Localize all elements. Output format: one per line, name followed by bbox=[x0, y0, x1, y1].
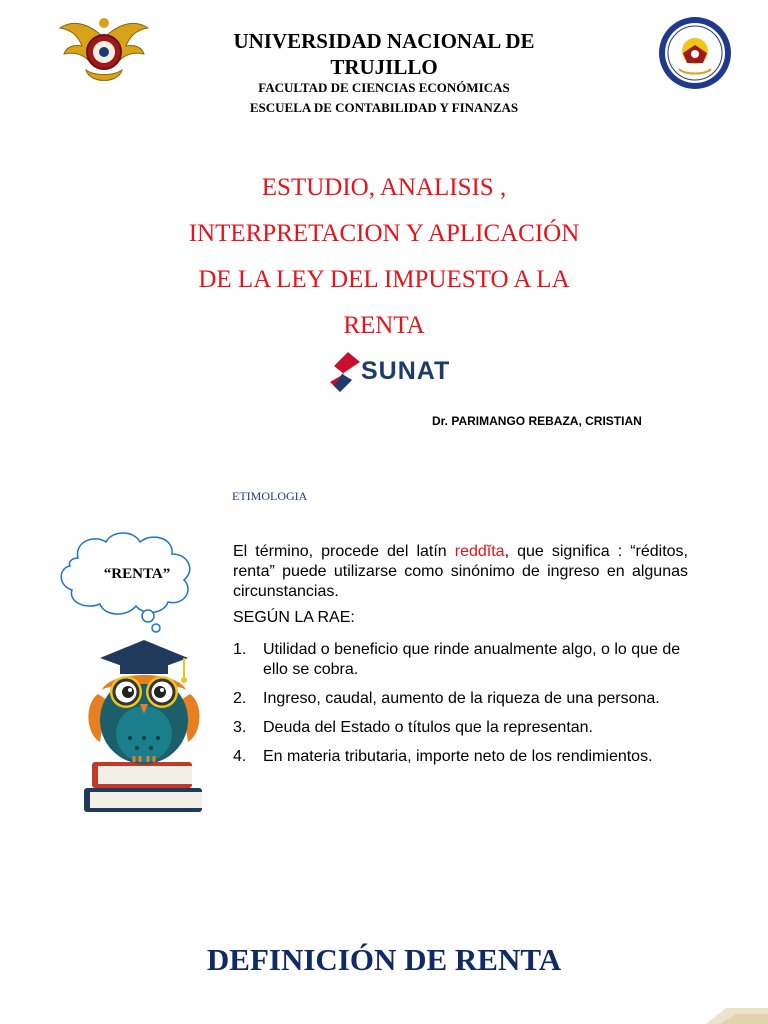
rae-heading: SEGÚN LA RAE: bbox=[233, 609, 355, 626]
sunat-mark-icon bbox=[330, 352, 360, 392]
school-name: ESCUELA DE CONTABILIDAD Y FINANZAS bbox=[249, 100, 519, 115]
latin-term: reddĭta bbox=[454, 543, 505, 560]
definition-title: DEFINICIÓN DE RENTA bbox=[206, 942, 562, 977]
list-item bbox=[233, 689, 693, 709]
list-item-number: 2. bbox=[233, 690, 247, 707]
intro-text-after: , que significa : “réditos, renta” puede utilizarse como sinónimo de ingreso en algunas circunstancias. bbox=[233, 543, 688, 600]
owl-on-books-illustration bbox=[80, 634, 208, 816]
list-item-number: 4. bbox=[233, 748, 247, 765]
thought-cloud-icon bbox=[52, 528, 200, 638]
list-item-text: Deuda del Estado o títulos que la representan. bbox=[263, 719, 593, 736]
title-line-4: RENTA bbox=[343, 312, 425, 339]
list-item bbox=[233, 640, 693, 680]
title-line-1: ESTUDIO, ANALISIS , bbox=[261, 174, 507, 201]
list-item-text: Ingreso, caudal, aumento de la riqueza de una persona. bbox=[263, 690, 660, 707]
list-item-number: 3. bbox=[233, 719, 247, 736]
section-label: ETIMOLOGIA bbox=[232, 489, 308, 503]
university-crest-icon bbox=[58, 14, 150, 90]
school-seal-icon bbox=[657, 15, 733, 91]
list-item-text: En materia tributaria, importe neto de los rendimientos. bbox=[263, 748, 653, 765]
corner-decoration-icon bbox=[706, 1000, 768, 1024]
etymology-paragraph bbox=[233, 542, 688, 602]
list-item-number: 1. bbox=[233, 641, 247, 658]
list-item bbox=[233, 747, 693, 767]
sunat-logo bbox=[330, 352, 470, 392]
list-item bbox=[233, 718, 693, 738]
sunat-logo-text: SUNAT bbox=[361, 357, 451, 385]
main-title bbox=[120, 165, 648, 349]
list-item-text: Utilidad o beneficio que rinde anualmente algo, o lo que de ello se cobra. bbox=[263, 641, 681, 678]
author-name: Dr. PARIMANGO REBAZA, CRISTIAN bbox=[432, 414, 642, 428]
cloud-text: “RENTA” bbox=[103, 566, 171, 582]
university-name: UNIVERSIDAD NACIONAL DE TRUJILLO bbox=[233, 29, 535, 79]
rae-definitions-list bbox=[233, 640, 693, 776]
intro-text-before: El término, procede del latín bbox=[233, 543, 455, 560]
faculty-name: FACULTAD DE CIENCIAS ECONÓMICAS bbox=[258, 80, 510, 95]
title-line-3: DE LA LEY DEL IMPUESTO A LA bbox=[198, 266, 570, 293]
title-line-2: INTERPRETACION Y APLICACIÓN bbox=[188, 220, 580, 247]
